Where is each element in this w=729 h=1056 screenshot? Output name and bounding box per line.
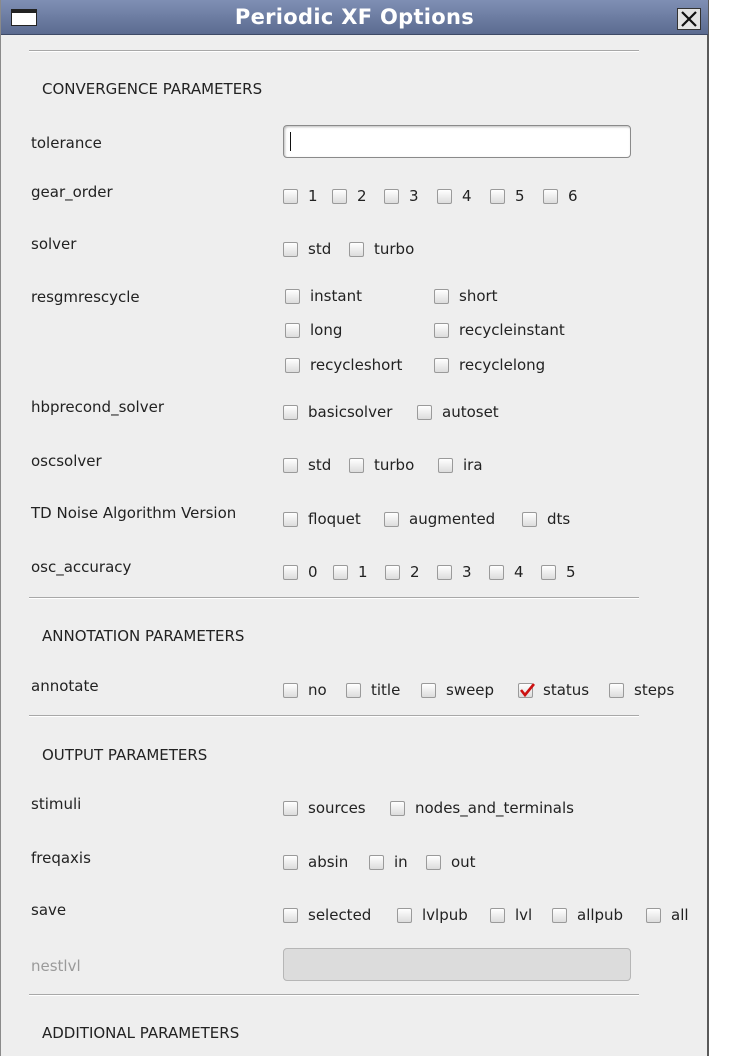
tolerance-input[interactable] xyxy=(283,125,631,158)
checkbox-box[interactable] xyxy=(490,189,505,204)
osc-accuracy-checkbox-3[interactable]: 3 xyxy=(437,563,472,581)
resgmrescycle-label: resgmrescycle xyxy=(31,288,140,306)
resgmrescycle-checkbox-recycleshort[interactable]: recycleshort xyxy=(285,356,402,374)
hbprecond-solver-label: hbprecond_solver xyxy=(31,398,165,416)
checkbox-box[interactable] xyxy=(283,565,298,580)
checkbox-box[interactable] xyxy=(369,855,384,870)
checkbox-box[interactable] xyxy=(437,565,452,580)
freqaxis-checkbox-out[interactable]: out xyxy=(426,853,476,871)
checkbox-box[interactable] xyxy=(283,801,298,816)
solver-label: solver xyxy=(31,235,77,253)
td-noise-checkbox-augmented[interactable]: augmented xyxy=(384,510,495,528)
checkbox-box[interactable] xyxy=(438,458,453,473)
checkbox-box[interactable] xyxy=(384,189,399,204)
checkbox-box[interactable] xyxy=(543,189,558,204)
checkbox-box[interactable] xyxy=(390,801,405,816)
text-caret xyxy=(290,132,291,151)
solver-checkbox-turbo[interactable]: turbo xyxy=(349,240,414,258)
checkmark-icon xyxy=(519,682,535,698)
checkbox-box[interactable] xyxy=(421,683,436,698)
annotate-checkbox-no[interactable]: no xyxy=(283,681,327,699)
oscsolver-checkbox-ira[interactable]: ira xyxy=(438,456,483,474)
nestlvl-input xyxy=(283,948,631,981)
checkbox-box[interactable] xyxy=(417,405,432,420)
checkbox-box[interactable] xyxy=(397,908,412,923)
gear-order-checkbox-2[interactable]: 2 xyxy=(332,187,367,205)
stimuli-checkbox-nodes-and-terminals[interactable]: nodes_and_terminals xyxy=(390,799,574,817)
title-bar[interactable] xyxy=(1,0,708,35)
gear-order-checkbox-3[interactable]: 3 xyxy=(384,187,419,205)
window-title: Periodic XF Options xyxy=(234,5,475,29)
checkbox-box[interactable] xyxy=(434,323,449,338)
save-checkbox-lvl[interactable]: lvl xyxy=(490,906,532,924)
checkbox-box[interactable] xyxy=(434,358,449,373)
checkbox-box[interactable] xyxy=(285,323,300,338)
checkbox-box[interactable] xyxy=(437,189,452,204)
td-noise-label: TD Noise Algorithm Version xyxy=(31,504,237,522)
checkbox-box[interactable] xyxy=(349,242,364,257)
section-additional: ADDITIONAL PARAMETERS xyxy=(42,1024,240,1042)
resgmrescycle-checkbox-recyclelong[interactable]: recyclelong xyxy=(434,356,545,374)
checkbox-box[interactable] xyxy=(283,683,298,698)
checkbox-box[interactable] xyxy=(552,908,567,923)
save-checkbox-lvlpub[interactable]: lvlpub xyxy=(397,906,468,924)
save-checkbox-selected[interactable]: selected xyxy=(283,906,371,924)
oscsolver-checkbox-turbo[interactable]: turbo xyxy=(349,456,414,474)
tolerance-label: tolerance xyxy=(31,134,102,152)
checkbox-box[interactable] xyxy=(285,289,300,304)
checkbox-box[interactable] xyxy=(522,512,537,527)
osc-accuracy-label: osc_accuracy xyxy=(31,558,132,576)
checkbox-box[interactable] xyxy=(283,189,298,204)
separator xyxy=(29,50,639,52)
separator xyxy=(29,994,639,996)
checkbox-box[interactable] xyxy=(346,683,361,698)
separator xyxy=(29,597,639,599)
freqaxis-checkbox-absin[interactable]: absin xyxy=(283,853,348,871)
osc-accuracy-checkbox-1[interactable]: 1 xyxy=(333,563,368,581)
hbprecond-checkbox-autoset[interactable]: autoset xyxy=(417,403,499,421)
separator xyxy=(29,715,639,717)
save-checkbox-all[interactable]: all xyxy=(646,906,689,924)
osc-accuracy-checkbox-4[interactable]: 4 xyxy=(489,563,524,581)
checkbox-box[interactable] xyxy=(285,358,300,373)
annotate-label: annotate xyxy=(31,677,99,695)
checkbox-box[interactable] xyxy=(283,405,298,420)
options-form xyxy=(1,34,707,1056)
resgmrescycle-checkbox-instant[interactable]: instant xyxy=(285,287,362,305)
checkbox-box[interactable] xyxy=(518,683,533,698)
checkbox-box[interactable] xyxy=(541,565,556,580)
td-noise-checkbox-dts[interactable]: dts xyxy=(522,510,570,528)
stimuli-checkbox-sources[interactable]: sources xyxy=(283,799,366,817)
checkbox-box[interactable] xyxy=(426,855,441,870)
oscsolver-label: oscsolver xyxy=(31,452,102,470)
osc-accuracy-checkbox-5[interactable]: 5 xyxy=(541,563,576,581)
osc-accuracy-checkbox-0[interactable]: 0 xyxy=(283,563,318,581)
gear-order-checkbox-6[interactable]: 6 xyxy=(543,187,578,205)
gear-order-label: gear_order xyxy=(31,183,113,201)
checkbox-box[interactable] xyxy=(283,512,298,527)
checkbox-box[interactable] xyxy=(283,908,298,923)
close-icon xyxy=(680,10,698,28)
annotate-checkbox-sweep[interactable]: sweep xyxy=(421,681,494,699)
solver-checkbox-std[interactable]: std xyxy=(283,240,331,258)
checkbox-box[interactable] xyxy=(489,565,504,580)
save-checkbox-allpub[interactable]: allpub xyxy=(552,906,623,924)
annotate-checkbox-status[interactable]: status xyxy=(518,681,589,699)
checkbox-box[interactable] xyxy=(283,855,298,870)
hbprecond-checkbox-basicsolver[interactable]: basicsolver xyxy=(283,403,392,421)
nestlvl-label: nestlvl xyxy=(31,957,81,975)
resgmrescycle-checkbox-long[interactable]: long xyxy=(285,321,342,339)
checkbox-box[interactable] xyxy=(384,512,399,527)
section-convergence: CONVERGENCE PARAMETERS xyxy=(42,80,263,98)
close-button[interactable] xyxy=(677,8,701,30)
checkbox-box[interactable] xyxy=(385,565,400,580)
stimuli-label: stimuli xyxy=(31,795,82,813)
checkbox-box[interactable] xyxy=(332,189,347,204)
checkbox-box[interactable] xyxy=(609,683,624,698)
freqaxis-checkbox-in[interactable]: in xyxy=(369,853,408,871)
checkbox-box[interactable] xyxy=(646,908,661,923)
resgmrescycle-checkbox-recycleinstant[interactable]: recycleinstant xyxy=(434,321,565,339)
td-noise-checkbox-floquet[interactable]: floquet xyxy=(283,510,361,528)
annotate-checkbox-title[interactable]: title xyxy=(346,681,400,699)
save-label: save xyxy=(31,901,67,919)
checkbox-box[interactable] xyxy=(434,289,449,304)
freqaxis-label: freqaxis xyxy=(31,849,91,867)
section-annotation: ANNOTATION PARAMETERS xyxy=(42,627,245,645)
annotate-checkbox-steps[interactable]: steps xyxy=(609,681,674,699)
resgmrescycle-checkbox-short[interactable]: short xyxy=(434,287,498,305)
checkbox-box[interactable] xyxy=(490,908,505,923)
checkbox-box[interactable] xyxy=(333,565,348,580)
checkbox-box[interactable] xyxy=(283,242,298,257)
osc-accuracy-checkbox-2[interactable]: 2 xyxy=(385,563,420,581)
gear-order-checkbox-1[interactable]: 1 xyxy=(283,187,318,205)
checkbox-box[interactable] xyxy=(349,458,364,473)
gear-order-checkbox-5[interactable]: 5 xyxy=(490,187,525,205)
oscsolver-checkbox-std[interactable]: std xyxy=(283,456,331,474)
gear-order-checkbox-4[interactable]: 4 xyxy=(437,187,472,205)
section-output: OUTPUT PARAMETERS xyxy=(42,746,208,764)
checkbox-box[interactable] xyxy=(283,458,298,473)
